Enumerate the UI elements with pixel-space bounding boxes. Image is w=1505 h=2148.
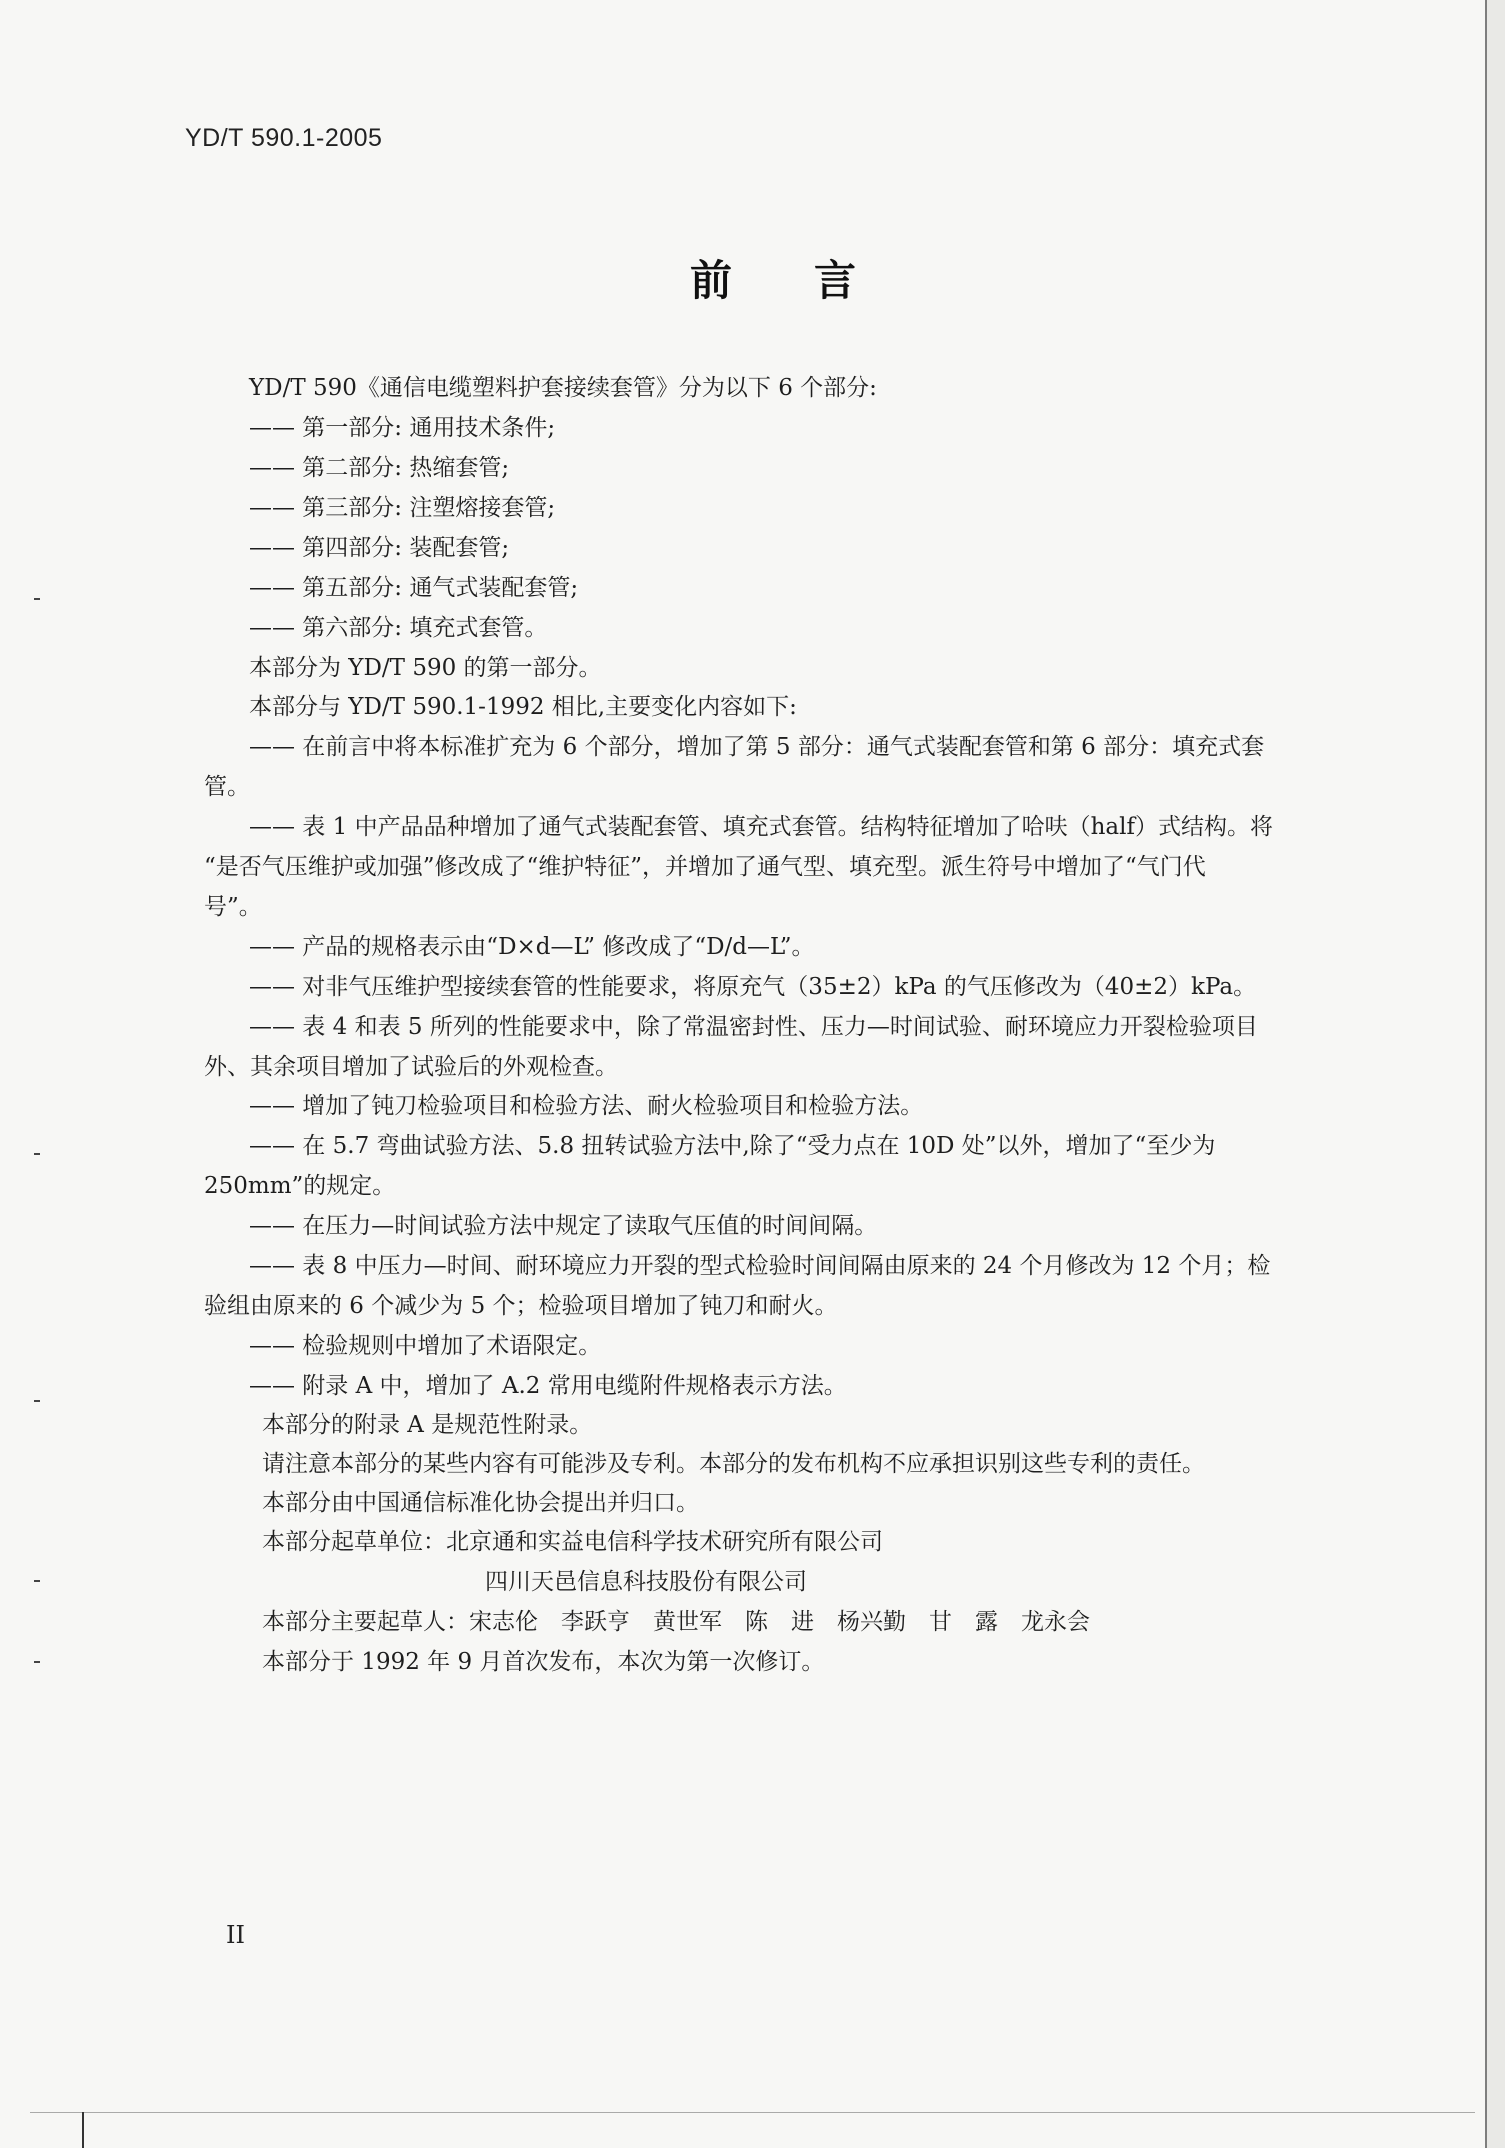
text-line: 请注意本部分的某些内容有可能涉及专利。本部分的发布机构不应承担识别这些专利的责任。 [262,1451,1205,1477]
text-line: 本部分起草单位：北京通和实益电信科学技术研究所有限公司 [262,1529,883,1555]
margin-dash [34,1580,40,1582]
scan-right-edge [1485,0,1487,2148]
text-line: —— 第四部分: 装配套管; [249,535,510,561]
text-line: —— 对非气压维护型接续套管的性能要求，将原充气（35±2）kPa 的气压修改为（40±2）kPa。 [249,974,1257,1000]
text-line: —— 附录 A 中，增加了 A.2 常用电缆附件规格表示方法。 [249,1373,847,1399]
margin-dash [34,598,40,600]
scan-bottom-mark [82,2112,84,2148]
text-line: 本部分与 YD/T 590.1-1992 相比,主要变化内容如下: [249,694,797,720]
text-line: 本部分于 1992 年 9 月首次发布，本次为第一次修订。 [262,1649,825,1675]
text-line: “是否气压维护或加强”修改成了“维护特征”，并增加了通气型、填充型。派生符号中增加了“气门代 [204,854,1206,880]
text-line: —— 第五部分: 通气式装配套管; [249,575,579,601]
text-line: 本部分由中国通信标准化协会提出并归口。 [262,1490,699,1516]
text-line: —— 在 5.7 弯曲试验方法、5.8 扭转试验方法中,除了“受力点在 10D 处”以外，增加了“至少为 [249,1133,1216,1159]
text-line: —— 表 4 和表 5 所列的性能要求中，除了常温密封性、压力—时间试验、耐环境应力开裂检验项目 [249,1014,1258,1040]
text-line: —— 增加了钝刀检验项目和检验方法、耐火检验项目和检验方法。 [249,1093,924,1119]
text-line: —— 表 1 中产品品种增加了通气式装配套管、填充式套管。结构特征增加了哈呋（half）式结构。将 [249,814,1273,840]
scan-right-margin [1487,0,1505,2148]
text-line: —— 第三部分: 注塑熔接套管; [249,495,556,521]
text-line: 验组由原来的 6 个减少为 5 个；检验项目增加了钝刀和耐火。 [204,1293,838,1319]
text-line: —— 第一部分: 通用技术条件; [249,415,556,441]
text-line: —— 产品的规格表示由“D×d—L” 修改成了“D/d—L”。 [249,934,815,960]
text-line: —— 表 8 中压力—时间、耐环境应力开裂的型式检验时间间隔由原来的 24 个月修改为 12 个月；检 [249,1253,1271,1279]
margin-dash [34,1661,40,1663]
text-line: —— 第六部分: 填充式套管。 [249,615,548,641]
text-line: 管。 [204,774,250,800]
text-line: —— 第二部分: 热缩套管; [249,455,510,481]
text-line: 四川天邑信息科技股份有限公司 [485,1569,807,1595]
text-line: —— 在压力—时间试验方法中规定了读取气压值的时间间隔。 [249,1213,878,1239]
scan-bottom-edge [30,2112,1475,2113]
standard-code: YD/T 590.1-2005 [185,124,383,152]
margin-dash [34,1400,40,1402]
margin-dash [34,1153,40,1155]
text-line: 250mm”的规定。 [204,1173,396,1199]
page-title: 前言 [690,256,939,305]
text-line: 本部分为 YD/T 590 的第一部分。 [249,655,602,681]
text-line: —— 检验规则中增加了术语限定。 [249,1333,602,1359]
text-line: YD/T 590《通信电缆塑料护套接续套管》分为以下 6 个部分: [249,375,877,401]
page-number: II [226,1921,245,1949]
text-line: —— 在前言中将本标准扩充为 6 个部分，增加了第 5 部分：通气式装配套管和第 6 部分：填充式套 [249,734,1265,760]
text-line: 号”。 [204,894,262,920]
text-line: 本部分主要起草人：宋志伦 李跃亨 黄世军 陈 进 杨兴勤 甘 露 龙永会 [262,1609,1090,1635]
text-line: 外、其余项目增加了试验后的外观检查。 [204,1054,618,1080]
text-line: 本部分的附录 A 是规范性附录。 [262,1412,593,1438]
